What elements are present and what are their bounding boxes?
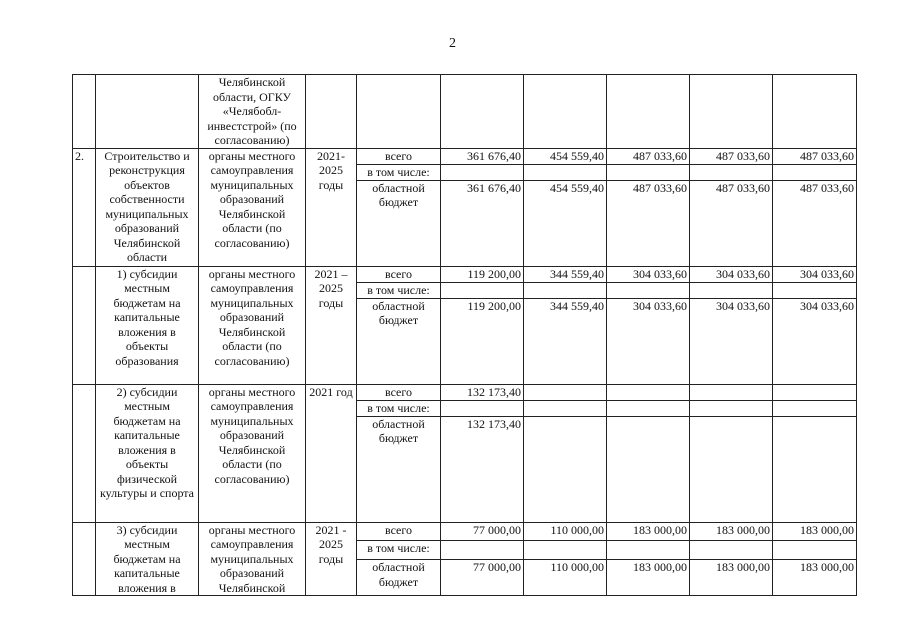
cell-value [773,282,857,298]
cell-source: областной бюджет [357,180,441,266]
cell-value: 487 033,60 [690,148,773,164]
cell-value [773,541,857,560]
cell-value [524,384,607,400]
cell-value: 119 200,00 [441,298,524,384]
cell-value: 119 200,00 [441,266,524,282]
cell-value [690,75,773,149]
cell-source: областной бюджет [357,298,441,384]
cell-value: 183 000,00 [690,560,773,596]
cell-value: 344 559,40 [524,266,607,282]
cell-value: 183 000,00 [773,560,857,596]
cell-value: 77 000,00 [441,560,524,596]
cell-executor: органы местного самоуправления муниципальных образований Челябинской области (по согласованию) [199,266,306,384]
cell-source: в том числе: [357,282,441,298]
cell-name: 2) субсидии местным бюджетам на капитальные вложения в объекты физической культуры и спорта [96,384,199,522]
cell-value [773,416,857,522]
cell-value: 304 033,60 [773,266,857,282]
table-row-top-fragment [73,75,857,149]
cell-num [73,522,96,596]
cell-source: всего [357,266,441,282]
cell-name: Строительство и реконструкция объектов собственности муниципальных образований Челябинской области [96,148,199,266]
cell-value: 344 559,40 [524,298,607,384]
cell-value [607,282,690,298]
cell-value [690,416,773,522]
cell-value [690,541,773,560]
cell-value: 304 033,60 [690,266,773,282]
cell-value [524,164,607,180]
cell-num [73,266,96,384]
cell-value [690,400,773,416]
cell-executor: органы местного самоуправления муниципальных образований Челябинской [199,522,306,596]
cell-source: в том числе: [357,541,441,560]
table-row [73,148,857,164]
cell-value: 487 033,60 [607,180,690,266]
cell-source [357,75,441,149]
cell-executor: органы местного самоуправления муниципальных образований Челябинской области (по согласованию) [199,148,306,266]
cell-value [441,541,524,560]
cell-value: 132 173,40 [441,416,524,522]
cell-num: 2. [73,148,96,266]
cell-value [690,282,773,298]
cell-value: 304 033,60 [690,298,773,384]
cell-source: всего [357,522,441,541]
cell-value [524,400,607,416]
cell-value [524,416,607,522]
cell-value [607,75,690,149]
cell-num [73,384,96,522]
cell-name: 1) субсидии местным бюджетам на капитальные вложения в объекты образования [96,266,199,384]
cell-value: 110 000,00 [524,560,607,596]
cell-num [73,75,96,149]
cell-name [96,75,199,149]
cell-value [441,400,524,416]
cell-value [773,400,857,416]
cell-executor: органы местного самоуправления муниципальных образований Челябинской области (по согласованию) [199,384,306,522]
cell-value [607,164,690,180]
cell-value: 304 033,60 [773,298,857,384]
cell-value: 361 676,40 [441,180,524,266]
cell-source: в том числе: [357,164,441,180]
cell-value: 454 559,40 [524,148,607,164]
cell-value: 132 173,40 [441,384,524,400]
cell-source: всего [357,384,441,400]
cell-value: 487 033,60 [607,148,690,164]
cell-period: 2021-2025 годы [306,148,357,266]
cell-value [607,400,690,416]
cell-value [773,164,857,180]
cell-value [773,75,857,149]
cell-value [690,384,773,400]
cell-source: областной бюджет [357,560,441,596]
cell-value: 487 033,60 [773,180,857,266]
cell-value: 487 033,60 [773,148,857,164]
cell-value [773,384,857,400]
cell-value [607,384,690,400]
cell-value: 110 000,00 [524,522,607,541]
cell-value [607,541,690,560]
cell-period: 2021 – 2025 годы [306,266,357,384]
budget-table [72,74,857,596]
cell-value: 183 000,00 [607,560,690,596]
table-body [73,75,857,596]
cell-value [441,282,524,298]
cell-value [524,541,607,560]
cell-value: 304 033,60 [607,266,690,282]
table-row [73,384,857,400]
cell-value [524,75,607,149]
cell-value [441,75,524,149]
cell-period: 2021 - 2025 годы [306,522,357,596]
cell-source: всего [357,148,441,164]
page-number: 2 [449,36,456,51]
cell-value: 183 000,00 [607,522,690,541]
cell-value: 183 000,00 [773,522,857,541]
cell-value: 183 000,00 [690,522,773,541]
cell-value: 77 000,00 [441,522,524,541]
table-row [73,522,857,541]
cell-value: 304 033,60 [607,298,690,384]
cell-period [306,75,357,149]
cell-value [441,164,524,180]
cell-value [690,164,773,180]
cell-source: областной бюджет [357,416,441,522]
cell-period: 2021 год [306,384,357,522]
table-row [73,266,857,282]
cell-value: 454 559,40 [524,180,607,266]
cell-value: 487 033,60 [690,180,773,266]
cell-value [524,282,607,298]
cell-value [607,416,690,522]
cell-value: 361 676,40 [441,148,524,164]
cell-executor: Челябинской области, ОГКУ «Челябобл-инвестстрой» (по согласованию) [199,75,306,149]
cell-name: 3) субсидии местным бюджетам на капитальные вложения в [96,522,199,596]
cell-source: в том числе: [357,400,441,416]
